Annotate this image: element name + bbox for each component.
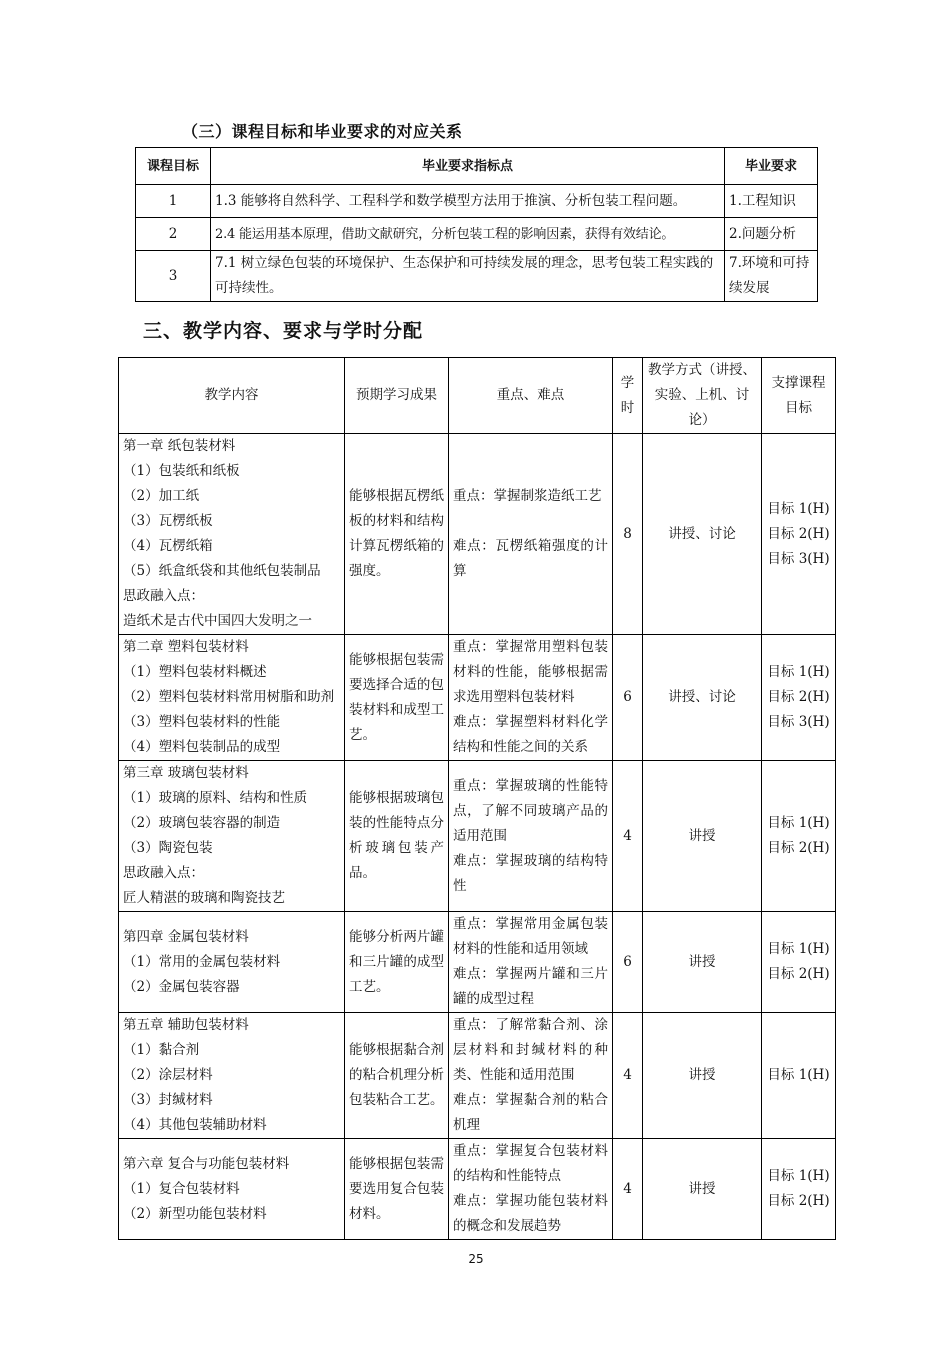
- support-targets: [762, 912, 836, 1013]
- requirement-text: 7.环境和可持续发展: [725, 251, 818, 302]
- chapter-content-line: （3）陶瓷包装: [123, 840, 213, 856]
- support-targets-line: 目标 1(H): [767, 664, 830, 680]
- chapter-content-line: （2）新型功能包装材料: [123, 1205, 267, 1222]
- chapter-content: [119, 635, 345, 761]
- chapter-content-line: （3）封缄材料: [123, 1092, 213, 1108]
- support-targets-line: 目标 2(H): [767, 1193, 830, 1209]
- header-hours: 学时: [613, 358, 643, 434]
- main-section-heading: 三、教学内容、要求与学时分配: [143, 320, 424, 342]
- support-targets-line: 目标 3(H): [767, 550, 830, 567]
- support-targets-line: 目标 1(H): [767, 815, 830, 831]
- page-number: 25: [468, 1252, 484, 1266]
- goal-number: 2: [136, 218, 211, 251]
- chapter-content: [119, 761, 345, 912]
- chapter-content-line: （1）复合包装材料: [123, 1180, 240, 1197]
- hours-value: 4: [613, 761, 643, 912]
- key-point-line: 重点：掌握制浆造纸工艺: [453, 488, 602, 504]
- hours-value: 6: [613, 912, 643, 1013]
- table-row: [119, 635, 836, 761]
- teaching-method: 讲授、讨论: [643, 635, 762, 761]
- chapter-content-line: 思政融入点：: [123, 588, 204, 604]
- chapter-content-line: （3）塑料包装材料的性能: [123, 714, 281, 730]
- key-points: [449, 1139, 613, 1240]
- requirement-text: 1.工程知识: [725, 185, 818, 218]
- goals-requirements-table: [135, 147, 818, 302]
- chapter-content-line: 思政融入点：: [123, 865, 204, 881]
- learning-outcome: 能够根据包装需要选择合适的包装材料和成型工艺。: [345, 635, 449, 761]
- teaching-method: 讲授: [643, 912, 762, 1013]
- key-point-line: 重点：掌握复合包装材料的结构和性能特点: [453, 1143, 608, 1184]
- indicator-text: 2.4 能运用基本原理，借助文献研究，分析包装工程的影响因素，获得有效结论。: [211, 218, 725, 251]
- chapter-content-line: （2）玻璃包装容器的制造: [123, 815, 281, 831]
- key-point-line: 重点：了解常黏合剂、涂层材料和封缄材料的种类、性能和适用范围: [453, 1017, 608, 1083]
- chapter-content-line: （1）包装纸和纸板: [123, 463, 240, 479]
- header-outcome: 预期学习成果: [345, 358, 449, 434]
- learning-outcome: 能够分析两片罐和三片罐的成型工艺。: [345, 912, 449, 1013]
- chapter-content-line: 第五章 辅助包装材料: [123, 1017, 249, 1033]
- chapter-content-line: （1）塑料包装材料概述: [123, 664, 267, 680]
- support-targets-line: 目标 3(H): [767, 714, 830, 730]
- key-point-line: 难点：掌握塑料材料化学结构和性能之间的关系: [453, 714, 608, 755]
- key-points: [449, 635, 613, 761]
- indicator-text: 1.3 能够将自然科学、工程科学和数学模型方法用于推演、分析包装工程问题。: [211, 185, 725, 218]
- support-targets-line: 目标 1(H): [767, 941, 830, 957]
- support-targets-line: 目标 2(H): [767, 840, 830, 856]
- chapter-content-line: （4）其他包装辅助材料: [123, 1117, 267, 1133]
- header-content: 教学内容: [119, 358, 345, 434]
- teaching-method: 讲授: [643, 1013, 762, 1139]
- support-targets-line: 目标 1(H): [767, 1067, 830, 1083]
- chapter-content-line: 匠人精湛的玻璃和陶瓷技艺: [123, 890, 285, 906]
- support-targets-line: 目标 1(H): [767, 500, 830, 517]
- key-point-line: 难点：掌握玻璃的结构特性: [453, 852, 608, 894]
- goal-number: 1: [136, 185, 211, 218]
- chapter-content-line: 第三章 玻璃包装材料: [123, 765, 249, 781]
- chapter-content: [119, 912, 345, 1013]
- learning-outcome: 能够根据玻璃包装的性能特点分析玻璃包装产品。: [345, 761, 449, 912]
- support-targets: [762, 635, 836, 761]
- table-row: [119, 1139, 836, 1240]
- support-targets: [762, 761, 836, 912]
- table-row: [136, 185, 818, 218]
- support-targets-line: 目标 2(H): [767, 966, 830, 982]
- support-targets: [762, 1139, 836, 1240]
- support-targets: [762, 1013, 836, 1139]
- chapter-content-line: （5）纸盒纸袋和其他纸包装制品: [123, 563, 321, 579]
- requirement-text: 2.问题分析: [725, 218, 818, 251]
- chapter-content-line: （2）加工纸: [123, 488, 200, 504]
- chapter-content: [119, 434, 345, 635]
- chapter-content-line: （2）涂层材料: [123, 1067, 213, 1083]
- chapter-content-line: （1）玻璃的原料、结构和性质: [123, 790, 308, 806]
- support-targets-line: 目标 2(H): [767, 525, 830, 542]
- table-row: [119, 1013, 836, 1139]
- table-row: [119, 912, 836, 1013]
- chapter-content-line: 第六章 复合与功能包装材料: [123, 1155, 290, 1172]
- hours-value: 8: [613, 434, 643, 635]
- header-requirement: 毕业要求: [725, 148, 818, 185]
- table-row: [136, 251, 818, 302]
- key-point-line: [453, 509, 608, 534]
- hours-value: 4: [613, 1013, 643, 1139]
- chapter-content-line: 第四章 金属包装材料: [123, 928, 249, 945]
- header-targets: 支撑课程目标: [762, 358, 836, 434]
- chapter-content-line: 造纸术是古代中国四大发明之一: [123, 613, 312, 629]
- chapter-content-line: 第二章 塑料包装材料: [123, 639, 249, 655]
- key-point-line: 重点：掌握常用塑料包装材料的性能，能够根据需求选用塑料包装材料: [453, 639, 608, 705]
- chapter-content-line: （3）瓦楞纸板: [123, 513, 213, 529]
- chapter-content: [119, 1013, 345, 1139]
- chapter-content-line: 第一章 纸包装材料: [123, 438, 236, 454]
- chapter-content-line: （2）金属包装容器: [123, 978, 240, 995]
- key-point-line: 难点：掌握黏合剂的粘合机理: [453, 1092, 608, 1133]
- chapter-content: [119, 1139, 345, 1240]
- table-row: [119, 761, 836, 912]
- support-targets-line: 目标 1(H): [767, 1168, 830, 1184]
- section-heading-goals: （三）课程目标和毕业要求的对应关系: [182, 122, 463, 141]
- header-method: 教学方式（讲授、实验、上机、讨论）: [643, 358, 762, 434]
- key-point-line: 重点：掌握玻璃的性能特点，了解不同玻璃产品的适用范围: [453, 777, 608, 844]
- key-point-line: 难点：瓦楞纸箱强度的计算: [453, 538, 608, 579]
- chapter-content-line: （2）塑料包装材料常用树脂和助剂: [123, 689, 335, 705]
- teaching-method: 讲授: [643, 1139, 762, 1240]
- learning-outcome: 能够根据包装需要选用复合包装材料。: [345, 1139, 449, 1240]
- table-body: [119, 434, 836, 1240]
- support-targets: [762, 434, 836, 635]
- key-point-line: 重点：掌握常用金属包装材料的性能和适用领域: [453, 916, 608, 957]
- key-points: [449, 1013, 613, 1139]
- table-header-row: [136, 148, 818, 185]
- table-row: [119, 434, 836, 635]
- table-header-row: [119, 358, 836, 434]
- chapter-content-line: （1）常用的金属包装材料: [123, 953, 281, 970]
- learning-outcome: 能够根据瓦楞纸板的材料和结构计算瓦楞纸箱的强度。: [345, 434, 449, 635]
- teaching-content-table: [118, 357, 836, 1240]
- hours-value: 4: [613, 1139, 643, 1240]
- goal-number: 3: [136, 251, 211, 302]
- key-points: [449, 434, 613, 635]
- support-targets-line: 目标 2(H): [767, 689, 830, 705]
- header-indicator: 毕业要求指标点: [211, 148, 725, 185]
- learning-outcome: 能够根据黏合剂的粘合机理分析包装粘合工艺。: [345, 1013, 449, 1139]
- teaching-method: 讲授: [643, 761, 762, 912]
- indicator-text: 7.1 树立绿色包装的环境保护、生态保护和可持续发展的理念，思考包装工程实践的可持续性。: [211, 251, 725, 302]
- chapter-content-line: （1）黏合剂: [123, 1042, 200, 1058]
- chapter-content-line: （4）塑料包装制品的成型: [123, 739, 281, 755]
- key-point-line: 难点：掌握功能包装材料的概念和发展趋势: [453, 1193, 608, 1234]
- key-point-line: 难点：掌握两片罐和三片罐的成型过程: [453, 966, 608, 1007]
- header-course-goal: 课程目标: [136, 148, 211, 185]
- key-points: [449, 761, 613, 912]
- header-key-points: 重点、难点: [449, 358, 613, 434]
- key-points: [449, 912, 613, 1013]
- table-row: [136, 218, 818, 251]
- hours-value: 6: [613, 635, 643, 761]
- teaching-method: 讲授、讨论: [643, 434, 762, 635]
- chapter-content-line: （4）瓦楞纸箱: [123, 538, 213, 554]
